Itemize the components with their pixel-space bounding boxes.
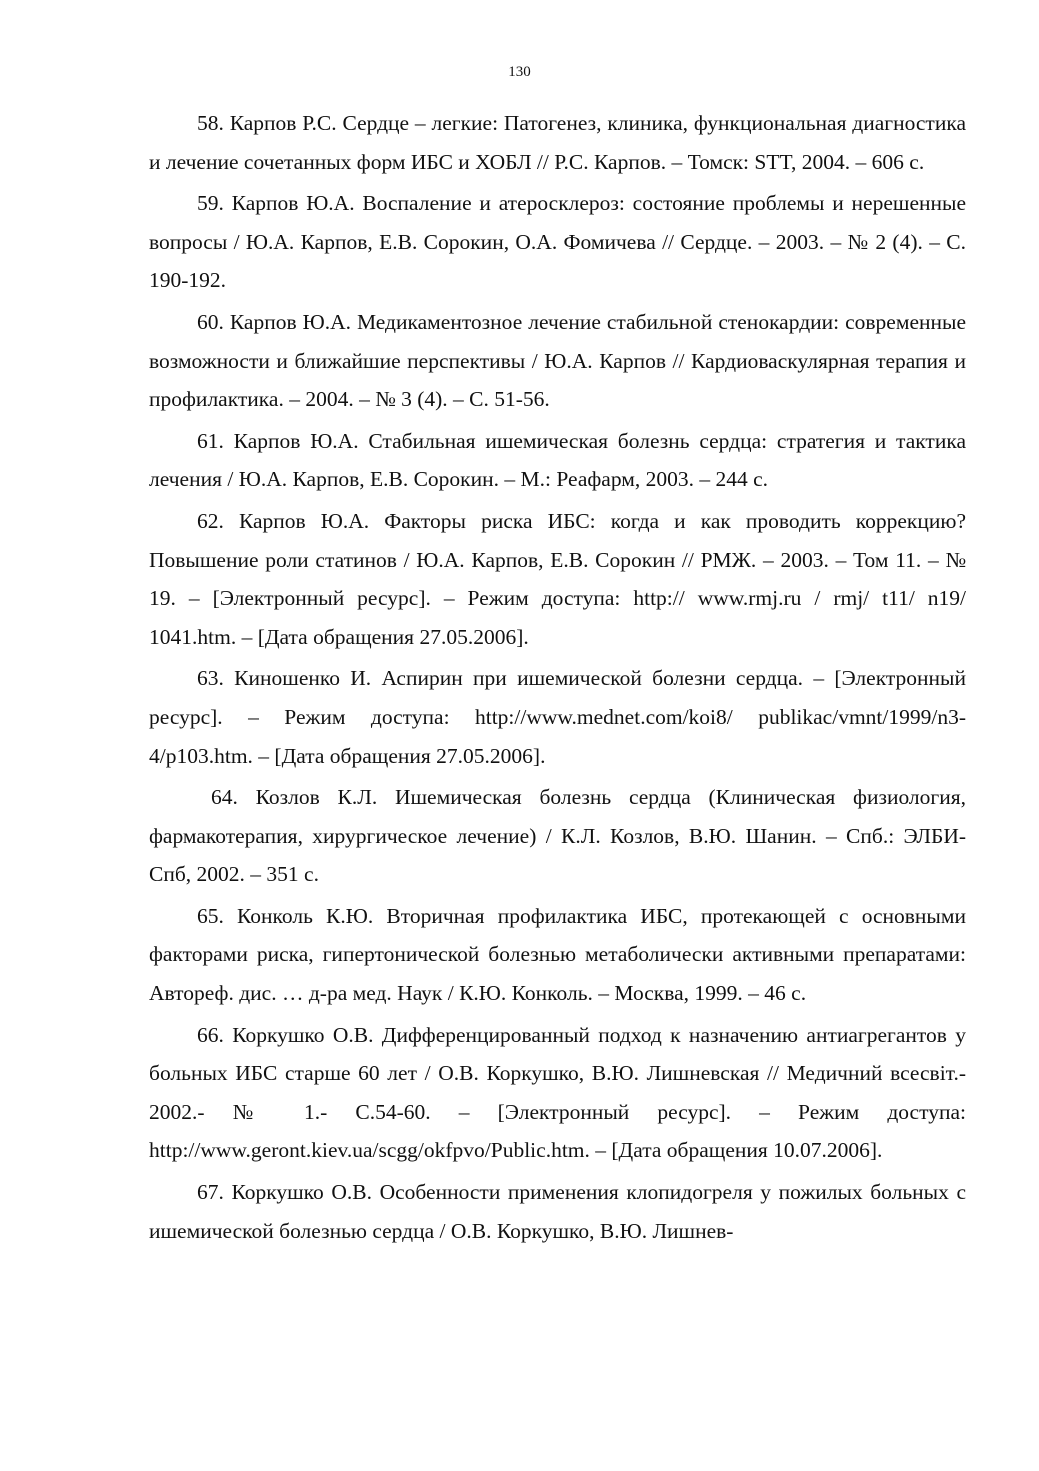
reference-63: 63. Киношенко И. Аспирин при ишемической болезни сердца. – [Электронный ресурс]. – Режим доступа: http://www.mednet.com/koi8/ publikac/vmnt/1999/n3-4/p103.htm. – [Дата обращения 27.05.2006]. [149, 666, 966, 768]
reference-67: 67. Коркушко О.В. Особенности применения клопидогреля у пожилых больных с ишемической болезнью сердца / О.В. Коркушко, В.Ю. Лишнев- [149, 1180, 966, 1243]
reference-66: 66. Коркушко О.В. Дифференцированный подход к назначению антиагрегантов у больных ИБС старше 60 лет / О.В. Коркушко, В.Ю. Лишневская // Медичний всесвіт.- 2002.- № 1.- С.54-60. – [Электронный ресурс]. – Режим доступа: http://www.geront.kiev.ua/scgg/okfpvo/Public.htm. – [Дата обращения 10.07.2006]. [149, 1022, 966, 1163]
reference-list [149, 104, 966, 1253]
reference-61: 61. Карпов Ю.А. Стабильная ишемическая болезнь сердца: стратегия и тактика лечения / Ю.А. Карпов, Е.В. Сорокин. – М.: Реафарм, 2003. – 244 с. [149, 428, 966, 492]
reference-65: 65. Конколь К.Ю. Вторичная профилактика ИБС, протекающей с основными факторами риска, гипертонической болезнью метаболически активными препаратами: Автореф. дис. … д-ра мед. Наук / К.Ю. Конколь. – Москва, 1999. – 46 с. [149, 903, 966, 1006]
reference-60: 60. Карпов Ю.А. Медикаментозное лечение стабильной стенокардии: современные возможности и ближайшие перспективы / Ю.А. Карпов // Кардиоваскулярная терапия и профилактика. – 2004. – № 3 (4). – С. 51-56. [149, 309, 966, 412]
reference-58: 58. Карпов Р.С. Сердце – легкие: Патогенез, клиника, функциональная диагностика и лечение сочетанных форм ИБС и ХОБЛ // Р.С. Карпов. – Томск: STT, 2004. – 606 с. [149, 111, 966, 174]
reference-64: 64. Козлов К.Л. Ишемическая болезнь сердца (Клиническая физиология, фармакотерапия, хирургическое лечение) / К.Л. Козлов, В.Ю. Шанин. – Спб.: ЭЛБИ-Спб, 2002. – 351 с. [149, 785, 966, 887]
reference-62: 62. Карпов Ю.А. Факторы риска ИБС: когда и как проводить коррекцию? Повышение роли статинов / Ю.А. Карпов, Е.В. Сорокин // РМЖ. – 2003. – Том 11. – № 19. – [Электронный ресурс]. – Режим доступа: http:// www.rmj.ru / rmj/ t11/ n19/ 1041.htm. – [Дата обращения 27.05.2006]. [149, 508, 966, 649]
page-number: 130 [508, 64, 531, 80]
reference-59: 59. Карпов Ю.А. Воспаление и атеросклероз: состояние проблемы и нерешенные вопросы / Ю.А. Карпов, Е.В. Сорокин, О.А. Фомичева // Сердце. – 2003. – № 2 (4). – С. 190-192. [149, 191, 966, 293]
